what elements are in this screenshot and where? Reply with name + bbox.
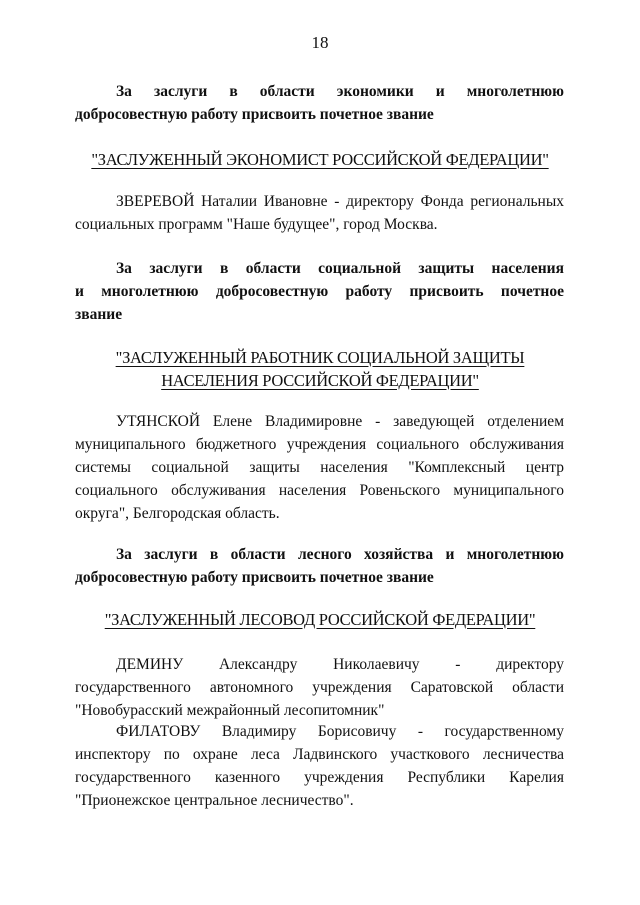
- intro-line: За заслуги в области экономики и многолетнюю: [116, 83, 564, 100]
- section-3-title: [0, 608, 640, 631]
- section-2-awardee-1: [75, 410, 564, 525]
- title-line: НАСЕЛЕНИЯ РОССИЙСКОЙ ФЕДЕРАЦИИ": [161, 371, 479, 390]
- intro-line: добросовестную работу присвоить почетное звание: [75, 106, 434, 123]
- title-line: "ЗАСЛУЖЕННЫЙ ЭКОНОМИСТ РОССИЙСКОЙ ФЕДЕРАЦИИ": [91, 150, 549, 169]
- section-3-awardee-1: [75, 653, 564, 722]
- intro-line: и многолетнюю добросовестную работу присвоить почетное: [75, 283, 564, 300]
- awardee-line: ФИЛАТОВУ Владимиру Борисовичу - государственному: [116, 723, 564, 740]
- awardee-line: "Новобурасский межрайонный лесопитомник": [75, 702, 385, 719]
- awardee-line: УТЯНСКОЙ Елене Владимировне - заведующей отделением: [116, 413, 564, 430]
- awardee-line: ЗВЕРЕВОЙ Наталии Ивановне - директору Фонда региональных: [116, 193, 564, 210]
- awardee-line: социального обслуживания населения Ровеньского муниципального: [75, 482, 564, 499]
- awardee-line: ДЕМИНУ Александру Николаевичу - директору: [116, 656, 564, 673]
- awardee-line: округа", Белгородская область.: [75, 505, 280, 522]
- title-line: "ЗАСЛУЖЕННЫЙ РАБОТНИК СОЦИАЛЬНОЙ ЗАЩИТЫ: [115, 348, 525, 367]
- intro-line: звание: [75, 306, 123, 323]
- title-line: "ЗАСЛУЖЕННЫЙ ЛЕСОВОД РОССИЙСКОЙ ФЕДЕРАЦИИ": [104, 610, 536, 629]
- awardee-line: социальных программ "Наше будущее", город Москва.: [75, 216, 438, 233]
- page-number: 18: [311, 33, 329, 52]
- intro-line: добросовестную работу присвоить почетное звание: [75, 569, 434, 586]
- section-1-intro: [75, 80, 564, 126]
- awardee-line: государственного казенного учреждения Республики Карелия: [75, 769, 564, 786]
- intro-line: За заслуги в области лесного хозяйства и многолетнюю: [116, 546, 564, 563]
- section-2-title: [0, 346, 640, 392]
- awardee-line: инспектору по охране леса Ладвинского участкового лесничества: [75, 746, 564, 763]
- section-1-awardee-1: [75, 190, 564, 236]
- section-3-awardee-2: [75, 720, 564, 812]
- awardee-line: системы социальной защиты населения "Комплексный центр: [75, 459, 564, 476]
- awardee-line: государственного автономного учреждения Саратовской области: [75, 679, 564, 696]
- awardee-line: муниципального бюджетного учреждения социального обслуживания: [75, 436, 564, 453]
- section-1-title: [0, 148, 640, 171]
- awardee-line: "Прионежское центральное лесничество".: [75, 792, 354, 809]
- section-3-intro: [75, 543, 564, 589]
- intro-line: За заслуги в области социальной защиты населения: [116, 260, 564, 277]
- section-2-intro: [75, 257, 564, 326]
